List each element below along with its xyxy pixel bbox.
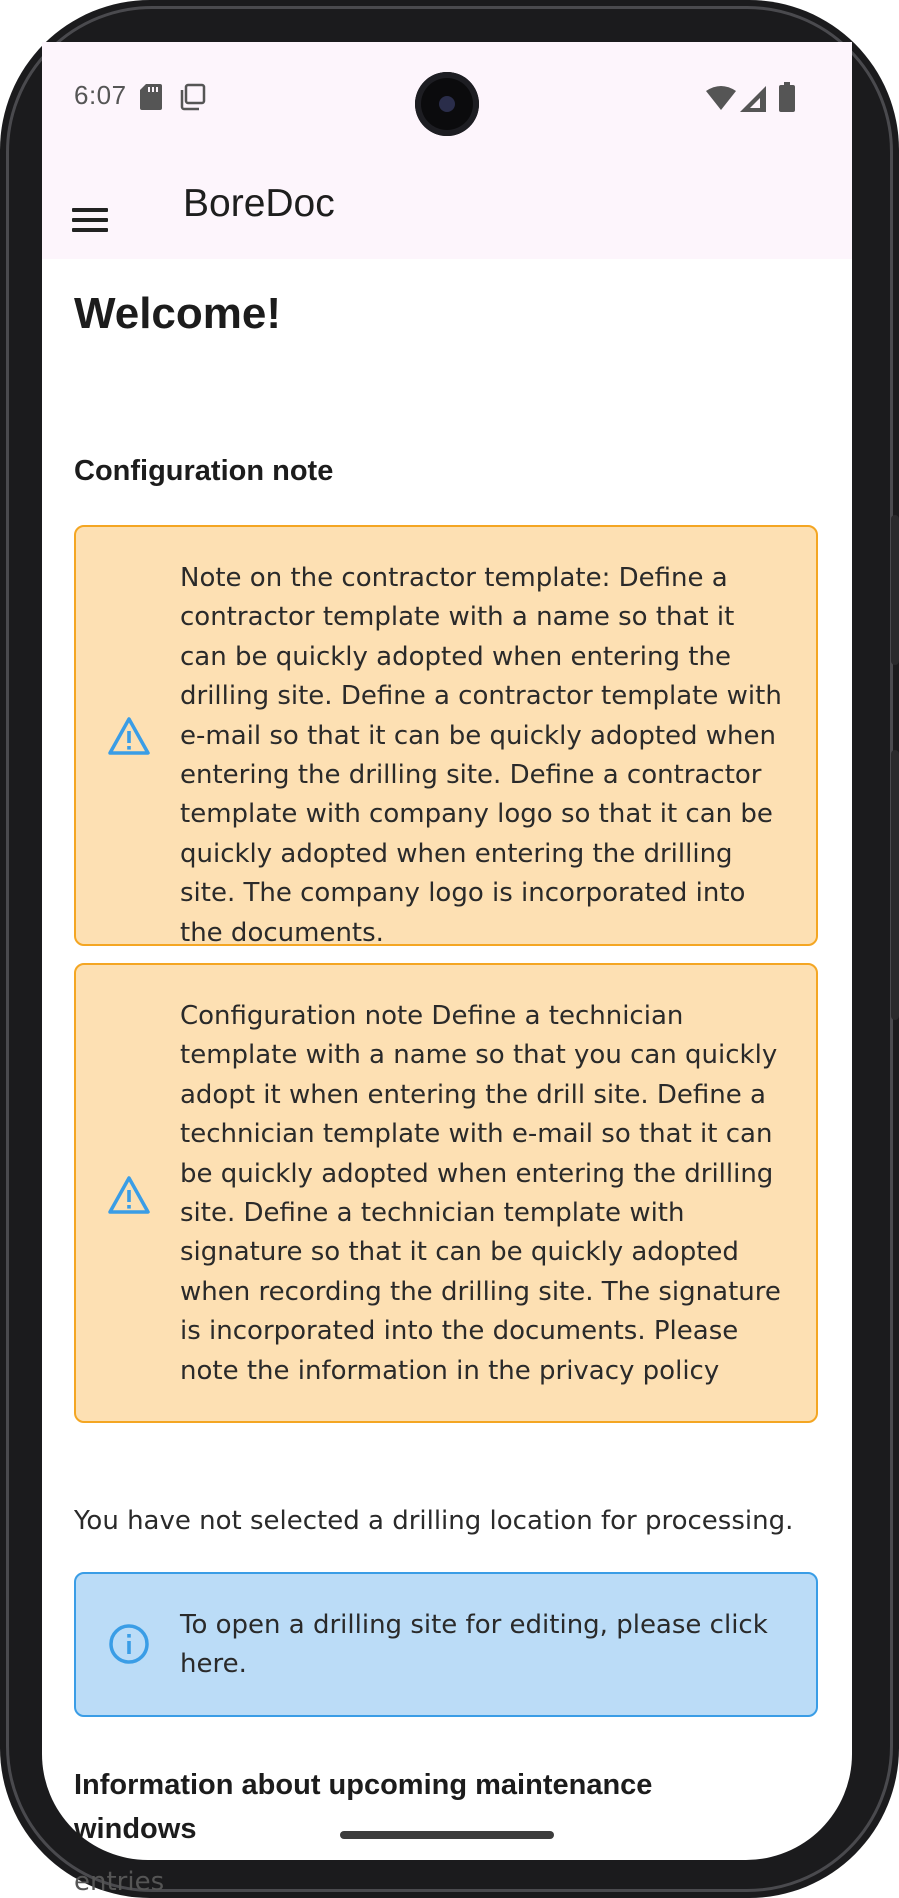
entries-text: entries <box>74 1867 165 1897</box>
power-button <box>891 515 899 665</box>
technician-note-text: Configuration note Define a technician template with a name so that you can quickly adopt it when entering the drill site. Define a technician template with e-mail so that it can be quickly adopted when entering the drilling site. Define a technician template with signature so that it can be quickly adopted when recording the drilling site. The signature is incorporated into the documents. Please note the information in the privacy policy <box>180 1001 781 1386</box>
technician-note-card <box>74 963 818 1423</box>
maintenance-title: Information about upcoming maintenance windows <box>74 1769 653 1845</box>
sd-card-icon <box>140 84 162 110</box>
contractor-note-card <box>74 525 818 946</box>
status-time: 6:07 <box>74 80 127 110</box>
copy-icon <box>180 84 206 110</box>
welcome-heading: Welcome! <box>74 289 282 338</box>
signal-icon <box>740 86 766 112</box>
config-section-title: Configuration note <box>74 455 334 487</box>
hamburger-menu-icon[interactable] <box>72 208 108 232</box>
volume-button <box>891 750 899 1020</box>
battery-icon <box>779 82 795 112</box>
warning-icon <box>108 715 150 757</box>
front-camera <box>415 72 479 136</box>
home-indicator[interactable] <box>340 1831 554 1839</box>
open-site-text: To open a drilling site for editing, please click here. <box>180 1610 768 1680</box>
no-location-text: You have not selected a drilling location for processing. <box>74 1506 794 1536</box>
open-site-card[interactable] <box>74 1572 818 1717</box>
wifi-icon <box>706 86 736 110</box>
app-bar <box>42 42 852 259</box>
app-title: BoreDoc <box>183 182 335 225</box>
contractor-note-text: Note on the contractor template: Define a contractor template with a name so that it can be quickly adopted when entering the drilling site. Define a contractor template with e-mail so that it can be quickly adopted when entering the drilling site. Define a contractor template with company logo so that it can be quickly adopted when entering the drilling site. The company logo is incorporated into the documents. <box>180 563 782 948</box>
warning-icon <box>108 1174 150 1216</box>
info-icon <box>108 1623 150 1665</box>
screen <box>42 42 852 1897</box>
